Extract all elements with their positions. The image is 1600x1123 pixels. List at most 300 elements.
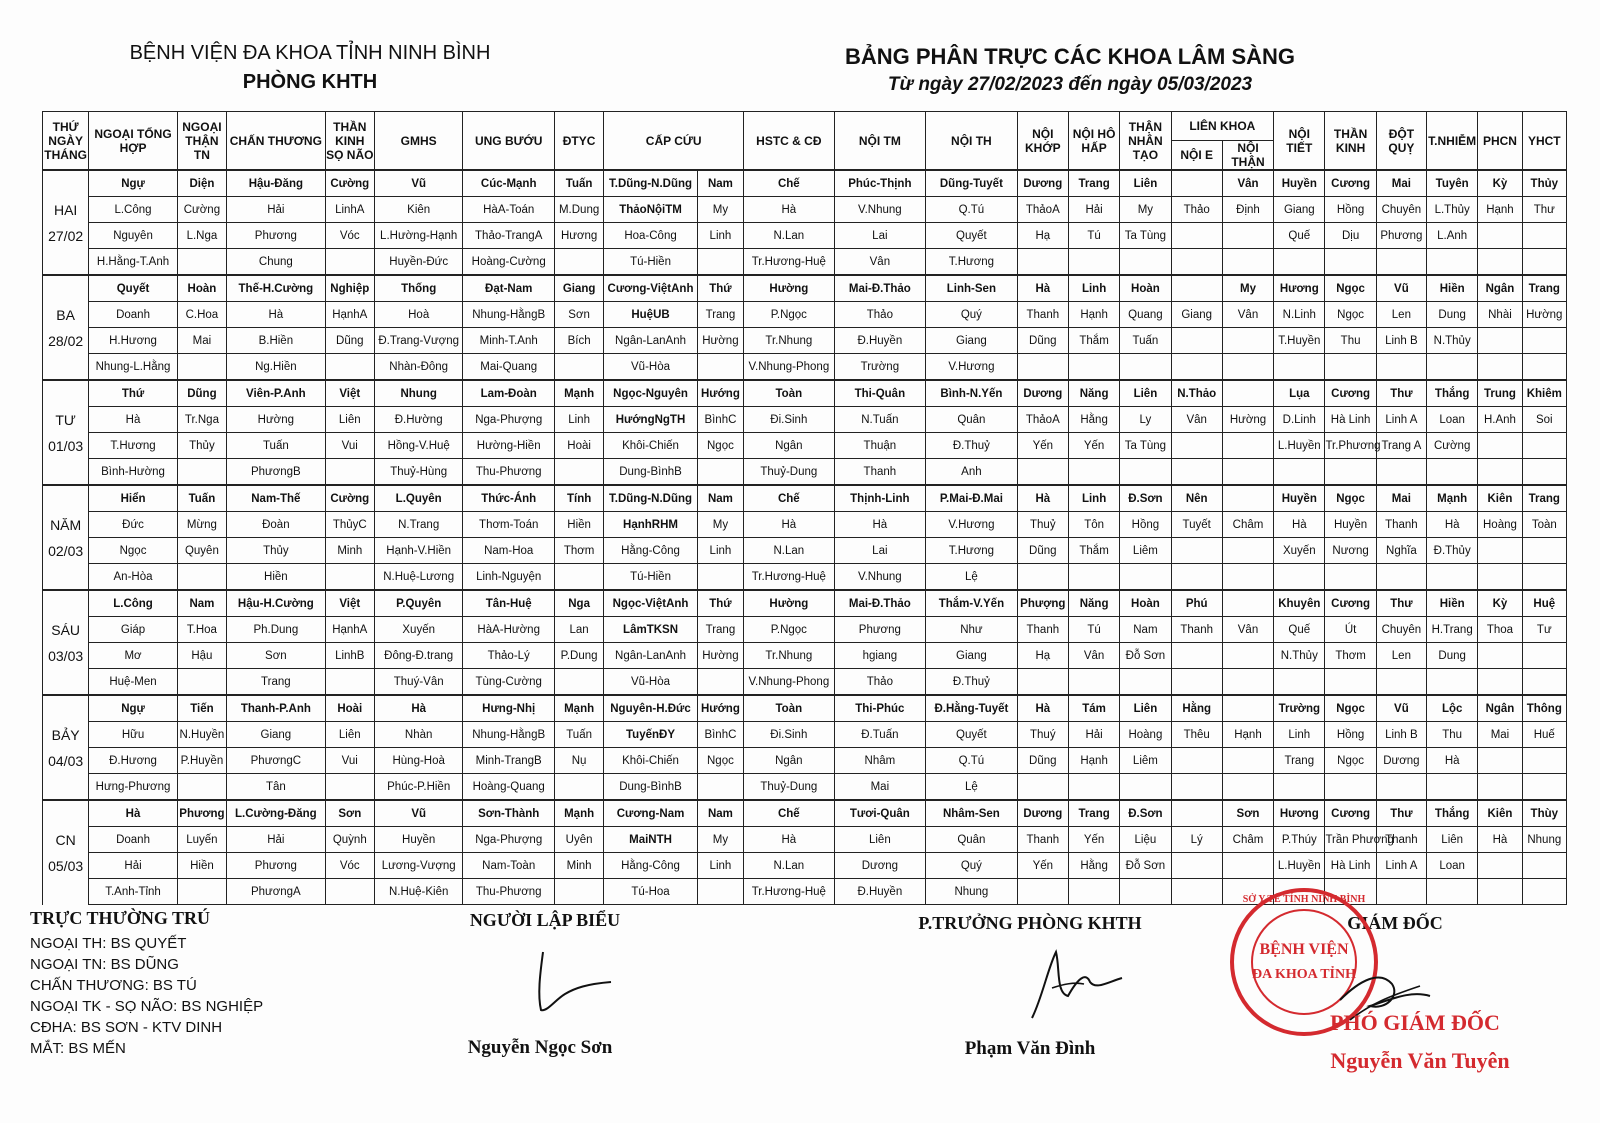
schedule-cell: Ngự xyxy=(89,170,178,197)
schedule-cell: Kỳ xyxy=(1478,590,1522,617)
schedule-cell: Diện xyxy=(177,170,226,197)
schedule-cell: My xyxy=(697,512,743,538)
schedule-cell: Trang xyxy=(697,617,743,643)
schedule-cell: Tuấn xyxy=(177,485,226,512)
schedule-cell: Thùy xyxy=(1522,800,1566,827)
schedule-row xyxy=(43,617,1567,643)
schedule-cell: Hà Linh xyxy=(1325,407,1376,433)
schedule-cell: V.Hương xyxy=(926,512,1018,538)
schedule-cell: Mai-Đ.Thảo xyxy=(834,590,926,617)
schedule-cell: Thư xyxy=(1522,197,1566,223)
schedule-cell: H.Hương xyxy=(89,328,178,354)
schedule-cell: Hoàng-Cường xyxy=(463,249,555,276)
schedule-cell: L.Thủy xyxy=(1427,197,1478,223)
schedule-cell: Ngọc xyxy=(697,748,743,774)
col-dtyc: ĐTYC xyxy=(554,112,603,171)
schedule-row xyxy=(43,223,1567,249)
schedule-cell xyxy=(1522,748,1566,774)
schedule-cell: N.Thủy xyxy=(1274,643,1325,669)
schedule-cell xyxy=(177,564,226,591)
schedule-cell xyxy=(1017,774,1068,801)
day-cell xyxy=(43,249,89,276)
schedule-cell: Vân xyxy=(1222,617,1273,643)
schedule-cell: Thứ xyxy=(89,380,178,407)
schedule-cell xyxy=(1222,354,1273,381)
schedule-cell xyxy=(1171,223,1222,249)
schedule-cell: L.Anh xyxy=(1427,223,1478,249)
day-name: SÁU xyxy=(43,617,89,643)
schedule-cell: Giang xyxy=(1171,302,1222,328)
schedule-cell: Nam-Thế xyxy=(227,485,326,512)
schedule-cell: Năng xyxy=(1068,590,1119,617)
schedule-cell: Tú-Hoa xyxy=(604,879,698,905)
schedule-cell: Hà xyxy=(227,302,326,328)
schedule-cell: Xuyến xyxy=(374,617,463,643)
schedule-cell: Đ.Sơn xyxy=(1120,800,1171,827)
schedule-cell: N.Huệ-Kiên xyxy=(374,879,463,905)
schedule-cell: Minh-T.Anh xyxy=(463,328,555,354)
schedule-cell xyxy=(177,459,226,486)
schedule-cell: Hoà xyxy=(374,302,463,328)
schedule-cell xyxy=(1478,538,1522,564)
schedule-cell: Len xyxy=(1376,302,1426,328)
schedule-cell: Linh xyxy=(1068,485,1119,512)
schedule-cell xyxy=(1171,748,1222,774)
schedule-cell: Nam xyxy=(697,485,743,512)
schedule-cell: Sơn-Thành xyxy=(463,800,555,827)
schedule-cell: Đ.Trang-Vượng xyxy=(374,328,463,354)
schedule-cell: Thảo xyxy=(834,302,926,328)
day-name: HAI xyxy=(43,197,89,223)
schedule-cell xyxy=(554,354,603,381)
schedule-cell: Liên xyxy=(1120,380,1171,407)
schedule-cell xyxy=(1017,669,1068,696)
schedule-cell: Tú-Hiền xyxy=(604,564,698,591)
schedule-row xyxy=(43,774,1567,801)
schedule-cell: Tr.Nhung xyxy=(744,328,835,354)
schedule-cell: Nam-Hoa xyxy=(463,538,555,564)
schedule-cell: Quyên xyxy=(177,538,226,564)
schedule-cell: Hậu-Đăng xyxy=(227,170,326,197)
schedule-cell: Tuấn xyxy=(227,433,326,459)
schedule-cell xyxy=(1522,249,1566,276)
schedule-cell: Thư xyxy=(1376,800,1426,827)
schedule-cell xyxy=(554,669,603,696)
schedule-cell: Phương xyxy=(834,617,926,643)
schedule-cell xyxy=(177,249,226,276)
schedule-cell: Mai xyxy=(1376,170,1426,197)
schedule-cell: Hải xyxy=(89,853,178,879)
schedule-cell: Nhàn xyxy=(374,722,463,748)
schedule-cell: Hậu xyxy=(177,643,226,669)
schedule-cell: N.Huyền xyxy=(177,722,226,748)
schedule-cell xyxy=(177,774,226,801)
schedule-cell: Ngọc xyxy=(89,538,178,564)
schedule-cell: Quý xyxy=(926,853,1018,879)
schedule-cell: Tôn xyxy=(1068,512,1119,538)
schedule-cell: Thuận xyxy=(834,433,926,459)
schedule-cell: Len xyxy=(1376,643,1426,669)
schedule-row xyxy=(43,459,1567,486)
schedule-cell: Như xyxy=(926,617,1018,643)
schedule-cell: Trang xyxy=(1522,485,1566,512)
schedule-cell xyxy=(554,879,603,905)
schedule-cell: Nga xyxy=(554,590,603,617)
schedule-cell: H.Anh xyxy=(1478,407,1522,433)
schedule-cell: Hiển xyxy=(89,485,178,512)
deputy-head-name: Phạm Văn Đình xyxy=(964,1038,1096,1059)
schedule-cell: Huyền xyxy=(1274,170,1325,197)
schedule-cell xyxy=(1017,249,1068,276)
duty-line: CHẤN THƯƠNG: BS TÚ xyxy=(30,977,197,994)
schedule-cell: N.Lan xyxy=(744,538,835,564)
schedule-cell xyxy=(1376,669,1426,696)
schedule-cell: Đạt-Nam xyxy=(463,275,555,302)
schedule-row xyxy=(43,564,1567,591)
schedule-cell xyxy=(1376,774,1426,801)
schedule-cell: Giang xyxy=(926,328,1018,354)
schedule-cell xyxy=(1120,774,1171,801)
schedule-cell: Thuỷ-Dung xyxy=(744,459,835,486)
schedule-cell: Mai xyxy=(177,328,226,354)
schedule-cell: My xyxy=(1120,197,1171,223)
schedule-cell xyxy=(325,249,374,276)
schedule-cell: Kỳ xyxy=(1478,170,1522,197)
schedule-cell xyxy=(1171,538,1222,564)
schedule-cell xyxy=(325,669,374,696)
schedule-cell: T.Anh-Tỉnh xyxy=(89,879,178,905)
schedule-cell: Lệ xyxy=(926,564,1018,591)
schedule-cell xyxy=(1478,748,1522,774)
schedule-row xyxy=(43,669,1567,696)
schedule-cell: Hà xyxy=(744,197,835,223)
schedule-cell xyxy=(1222,748,1273,774)
schedule-cell: Đỗ Sơn xyxy=(1120,643,1171,669)
schedule-cell: T.Dũng-N.Dũng xyxy=(604,170,698,197)
schedule-cell: Thi-Phúc xyxy=(834,695,926,722)
schedule-cell xyxy=(1478,354,1522,381)
schedule-cell: HạnhA xyxy=(325,302,374,328)
schedule-cell: Hà Linh xyxy=(1325,853,1376,879)
day-cell xyxy=(43,879,89,905)
col-noi-ho-hap: NỘI HÔ HẤP xyxy=(1068,112,1119,171)
schedule-cell: Ngọc xyxy=(1325,695,1376,722)
schedule-cell: P.Thúy xyxy=(1274,827,1325,853)
schedule-cell: Lai xyxy=(834,538,926,564)
schedule-cell xyxy=(1478,249,1522,276)
schedule-cell: Đức xyxy=(89,512,178,538)
day-cell xyxy=(43,354,89,381)
schedule-cell: Nam xyxy=(697,800,743,827)
schedule-cell: Thắm xyxy=(1068,538,1119,564)
schedule-cell: Tư xyxy=(1522,617,1566,643)
schedule-cell: Hà xyxy=(744,827,835,853)
schedule-cell: Tính xyxy=(554,485,603,512)
schedule-cell: Tú xyxy=(1068,223,1119,249)
schedule-cell: Vũ xyxy=(1376,695,1426,722)
schedule-cell xyxy=(177,354,226,381)
schedule-cell: Tươi-Quân xyxy=(834,800,926,827)
schedule-cell: Khiêm xyxy=(1522,380,1566,407)
schedule-cell xyxy=(1522,564,1566,591)
schedule-cell xyxy=(697,879,743,905)
schedule-cell: Hường xyxy=(744,590,835,617)
schedule-cell xyxy=(1325,354,1376,381)
schedule-cell: Dương xyxy=(1017,800,1068,827)
schedule-cell xyxy=(697,669,743,696)
duty-line: CĐHA: BS SƠN - KTV DINH xyxy=(30,1019,223,1036)
col-t-nhiem: T.NHIỄM xyxy=(1427,112,1478,171)
schedule-cell: Liên xyxy=(1427,827,1478,853)
schedule-cell xyxy=(1478,459,1522,486)
schedule-cell: N.Huệ-Lương xyxy=(374,564,463,591)
schedule-row xyxy=(43,827,1567,853)
schedule-cell: Hiền xyxy=(1427,590,1478,617)
schedule-cell: ThảoNộiTM xyxy=(604,197,698,223)
schedule-cell: Nguyên-H.Đức xyxy=(604,695,698,722)
schedule-cell: Thắng xyxy=(1427,800,1478,827)
schedule-cell xyxy=(1376,354,1426,381)
schedule-cell xyxy=(1427,774,1478,801)
schedule-cell: Minh-TrangB xyxy=(463,748,555,774)
schedule-cell xyxy=(1222,590,1273,617)
day-name: BẢY xyxy=(43,722,89,748)
schedule-cell: Nhâm xyxy=(834,748,926,774)
schedule-cell: Ngọc-Nguyên xyxy=(604,380,698,407)
schedule-cell xyxy=(1274,354,1325,381)
schedule-cell: Hường xyxy=(697,643,743,669)
schedule-cell xyxy=(1120,459,1171,486)
schedule-cell: N.Thủy xyxy=(1427,328,1478,354)
schedule-cell xyxy=(1522,328,1566,354)
schedule-cell: Loan xyxy=(1427,407,1478,433)
schedule-cell: Cường xyxy=(1427,433,1478,459)
schedule-cell: Nhung-HằngB xyxy=(463,302,555,328)
schedule-cell: ThảoA xyxy=(1017,197,1068,223)
schedule-cell: Thuỷ-Dung xyxy=(744,774,835,801)
schedule-cell xyxy=(1522,853,1566,879)
schedule-cell: PhươngB xyxy=(227,459,326,486)
schedule-cell: Cương xyxy=(1325,590,1376,617)
schedule-cell: Linh-Nguyện xyxy=(463,564,555,591)
schedule-cell: Tân xyxy=(227,774,326,801)
schedule-cell xyxy=(1274,774,1325,801)
schedule-cell: Hằng xyxy=(1171,695,1222,722)
schedule-row xyxy=(43,407,1567,433)
schedule-cell: Lộc xyxy=(1427,695,1478,722)
schedule-cell: Hường xyxy=(1522,302,1566,328)
day-cell xyxy=(43,275,89,302)
schedule-cell: Thi-Quân xyxy=(834,380,926,407)
schedule-cell: P.Ngọc xyxy=(744,617,835,643)
schedule-cell xyxy=(697,459,743,486)
schedule-cell: Năng xyxy=(1068,380,1119,407)
schedule-row xyxy=(43,748,1567,774)
schedule-cell: Hoàng xyxy=(1120,722,1171,748)
schedule-row xyxy=(43,643,1567,669)
hospital-name: BỆNH VIỆN ĐA KHOA TỈNH NINH BÌNH xyxy=(129,42,491,64)
schedule-cell: Linh B xyxy=(1376,722,1426,748)
seal-ring-text: SỞ Y TẾ TỈNH NINH BÌNH xyxy=(1242,894,1366,905)
schedule-cell xyxy=(1522,774,1566,801)
schedule-cell: Linh xyxy=(1274,722,1325,748)
schedule-cell: Thanh xyxy=(1017,302,1068,328)
schedule-cell: Yến xyxy=(1068,433,1119,459)
schedule-cell xyxy=(325,879,374,905)
seal-line-1: BỆNH VIỆN xyxy=(1259,941,1349,958)
day-cell xyxy=(43,774,89,801)
schedule-cell: Tuyên xyxy=(1427,170,1478,197)
schedule-cell: Kiên xyxy=(374,197,463,223)
schedule-cell: Hiền xyxy=(554,512,603,538)
schedule-cell xyxy=(1522,879,1566,905)
schedule-row xyxy=(43,538,1567,564)
schedule-cell xyxy=(1522,433,1566,459)
schedule-cell: Hạ xyxy=(1017,223,1068,249)
schedule-cell: Hà xyxy=(1427,512,1478,538)
schedule-cell: Thủy xyxy=(1522,170,1566,197)
schedule-cell xyxy=(1222,643,1273,669)
schedule-cell: Mai-Đ.Thảo xyxy=(834,275,926,302)
schedule-cell xyxy=(1171,564,1222,591)
schedule-cell: Út xyxy=(1325,617,1376,643)
schedule-cell xyxy=(1274,564,1325,591)
schedule-cell: Toàn xyxy=(1522,512,1566,538)
schedule-cell: Mạnh xyxy=(554,695,603,722)
schedule-cell: Chế xyxy=(744,170,835,197)
schedule-cell: Dương xyxy=(1376,748,1426,774)
schedule-cell: Cường xyxy=(325,485,374,512)
schedule-cell: Ly xyxy=(1120,407,1171,433)
schedule-cell xyxy=(1478,774,1522,801)
schedule-cell: Hải xyxy=(227,827,326,853)
schedule-cell xyxy=(1171,170,1222,197)
schedule-cell: Hà xyxy=(834,512,926,538)
schedule-cell: Q.Tú xyxy=(926,748,1018,774)
schedule-cell: Hải xyxy=(1068,722,1119,748)
schedule-cell: Thảo-TrangA xyxy=(463,223,555,249)
schedule-cell: Thứ xyxy=(697,275,743,302)
schedule-cell: V.Nhung-Phong xyxy=(744,354,835,381)
schedule-cell: Trang xyxy=(697,302,743,328)
schedule-cell xyxy=(1427,354,1478,381)
schedule-cell xyxy=(1017,879,1068,905)
schedule-cell xyxy=(1171,643,1222,669)
day-cell xyxy=(43,485,89,512)
schedule-cell: Thuỷ-Hùng xyxy=(374,459,463,486)
schedule-cell: Thứ xyxy=(697,590,743,617)
schedule-cell: Phương xyxy=(227,223,326,249)
schedule-cell: L.Quyên xyxy=(374,485,463,512)
schedule-cell: Hạnh xyxy=(1478,197,1522,223)
schedule-cell: Tuấn xyxy=(554,170,603,197)
schedule-cell xyxy=(1171,774,1222,801)
schedule-cell: Hưng-Phương xyxy=(89,774,178,801)
schedule-cell: Thịnh-Linh xyxy=(834,485,926,512)
schedule-cell xyxy=(1171,328,1222,354)
schedule-cell: Ngân xyxy=(1478,695,1522,722)
schedule-cell: Dũng xyxy=(1017,538,1068,564)
schedule-cell: Ng.Hiền xyxy=(227,354,326,381)
col-day: THỨ NGÀY THÁNG xyxy=(43,112,89,171)
schedule-cell: Tuấn xyxy=(554,722,603,748)
schedule-cell: Dung-BìnhB xyxy=(604,774,698,801)
schedule-cell: Đ.Tuấn xyxy=(834,722,926,748)
schedule-cell: Tú xyxy=(1068,617,1119,643)
schedule-cell: Liệu xyxy=(1120,827,1171,853)
schedule-cell: Hướng xyxy=(697,695,743,722)
deputy-head-title: P.TRƯỞNG PHÒNG KHTH xyxy=(918,913,1142,933)
schedule-cell: Hường xyxy=(1222,407,1273,433)
schedule-cell: Nam xyxy=(697,170,743,197)
schedule-cell: Vũ xyxy=(1376,275,1426,302)
schedule-cell: Hường-Hiền xyxy=(463,433,555,459)
schedule-cell xyxy=(1274,249,1325,276)
schedule-cell xyxy=(1120,879,1171,905)
col-yhct: YHCT xyxy=(1522,112,1566,171)
schedule-cell: Hạnh-V.Hiền xyxy=(374,538,463,564)
schedule-cell: N.Tuấn xyxy=(834,407,926,433)
day-name: CN xyxy=(43,827,89,853)
schedule-cell: Nhung-HằngB xyxy=(463,722,555,748)
schedule-cell: Quân xyxy=(926,827,1018,853)
schedule-cell: Hằng xyxy=(1068,853,1119,879)
schedule-cell: Dũng xyxy=(1017,748,1068,774)
schedule-cell: Hưng-Nhị xyxy=(463,695,555,722)
schedule-cell: MaiNTH xyxy=(604,827,698,853)
schedule-cell: Linh A xyxy=(1376,853,1426,879)
schedule-cell: Ngọc xyxy=(1325,302,1376,328)
schedule-cell: Hiền xyxy=(177,853,226,879)
schedule-cell: Chế xyxy=(744,800,835,827)
schedule-cell xyxy=(554,249,603,276)
schedule-cell: HướngNgTH xyxy=(604,407,698,433)
department-name: PHÒNG KHTH xyxy=(242,71,378,93)
schedule-cell: Tân-Huệ xyxy=(463,590,555,617)
schedule-cell: Ngọc xyxy=(1325,275,1376,302)
schedule-cell: Vân xyxy=(1068,643,1119,669)
schedule-cell: Trung xyxy=(1478,380,1522,407)
schedule-cell: Nhài xyxy=(1478,302,1522,328)
schedule-cell: Dũng xyxy=(1017,328,1068,354)
schedule-cell: Hà xyxy=(374,695,463,722)
schedule-cell: Hương xyxy=(1274,800,1325,827)
schedule-cell: Thắm-V.Yến xyxy=(926,590,1018,617)
schedule-cell: Trang xyxy=(1068,800,1119,827)
schedule-cell: Quế xyxy=(1274,223,1325,249)
schedule-cell: HạnhRHM xyxy=(604,512,698,538)
schedule-cell: Bình-N.Yến xyxy=(926,380,1018,407)
schedule-cell xyxy=(1222,485,1273,512)
schedule-cell: Thanh xyxy=(834,459,926,486)
col-than-kinh-so-nao: THẦN KINH SỌ NÃO xyxy=(325,112,374,171)
schedule-cell: Tr.Hương-Huệ xyxy=(744,879,835,905)
col-gmhs: GMHS xyxy=(374,112,463,171)
schedule-cell: Thanh xyxy=(1017,827,1068,853)
schedule-cell: P.Huyền xyxy=(177,748,226,774)
schedule-cell: Ngân xyxy=(1478,275,1522,302)
schedule-cell xyxy=(1522,669,1566,696)
schedule-cell xyxy=(1068,879,1119,905)
schedule-cell: Linh xyxy=(1068,275,1119,302)
schedule-cell: Tr.Nhung xyxy=(744,643,835,669)
schedule-cell: Vân xyxy=(1222,170,1273,197)
day-name: TƯ xyxy=(43,407,89,433)
schedule-cell: Ph.Dung xyxy=(227,617,326,643)
schedule-cell: Minh xyxy=(325,538,374,564)
schedule-cell: My xyxy=(1222,275,1273,302)
schedule-cell: Quyết xyxy=(89,275,178,302)
